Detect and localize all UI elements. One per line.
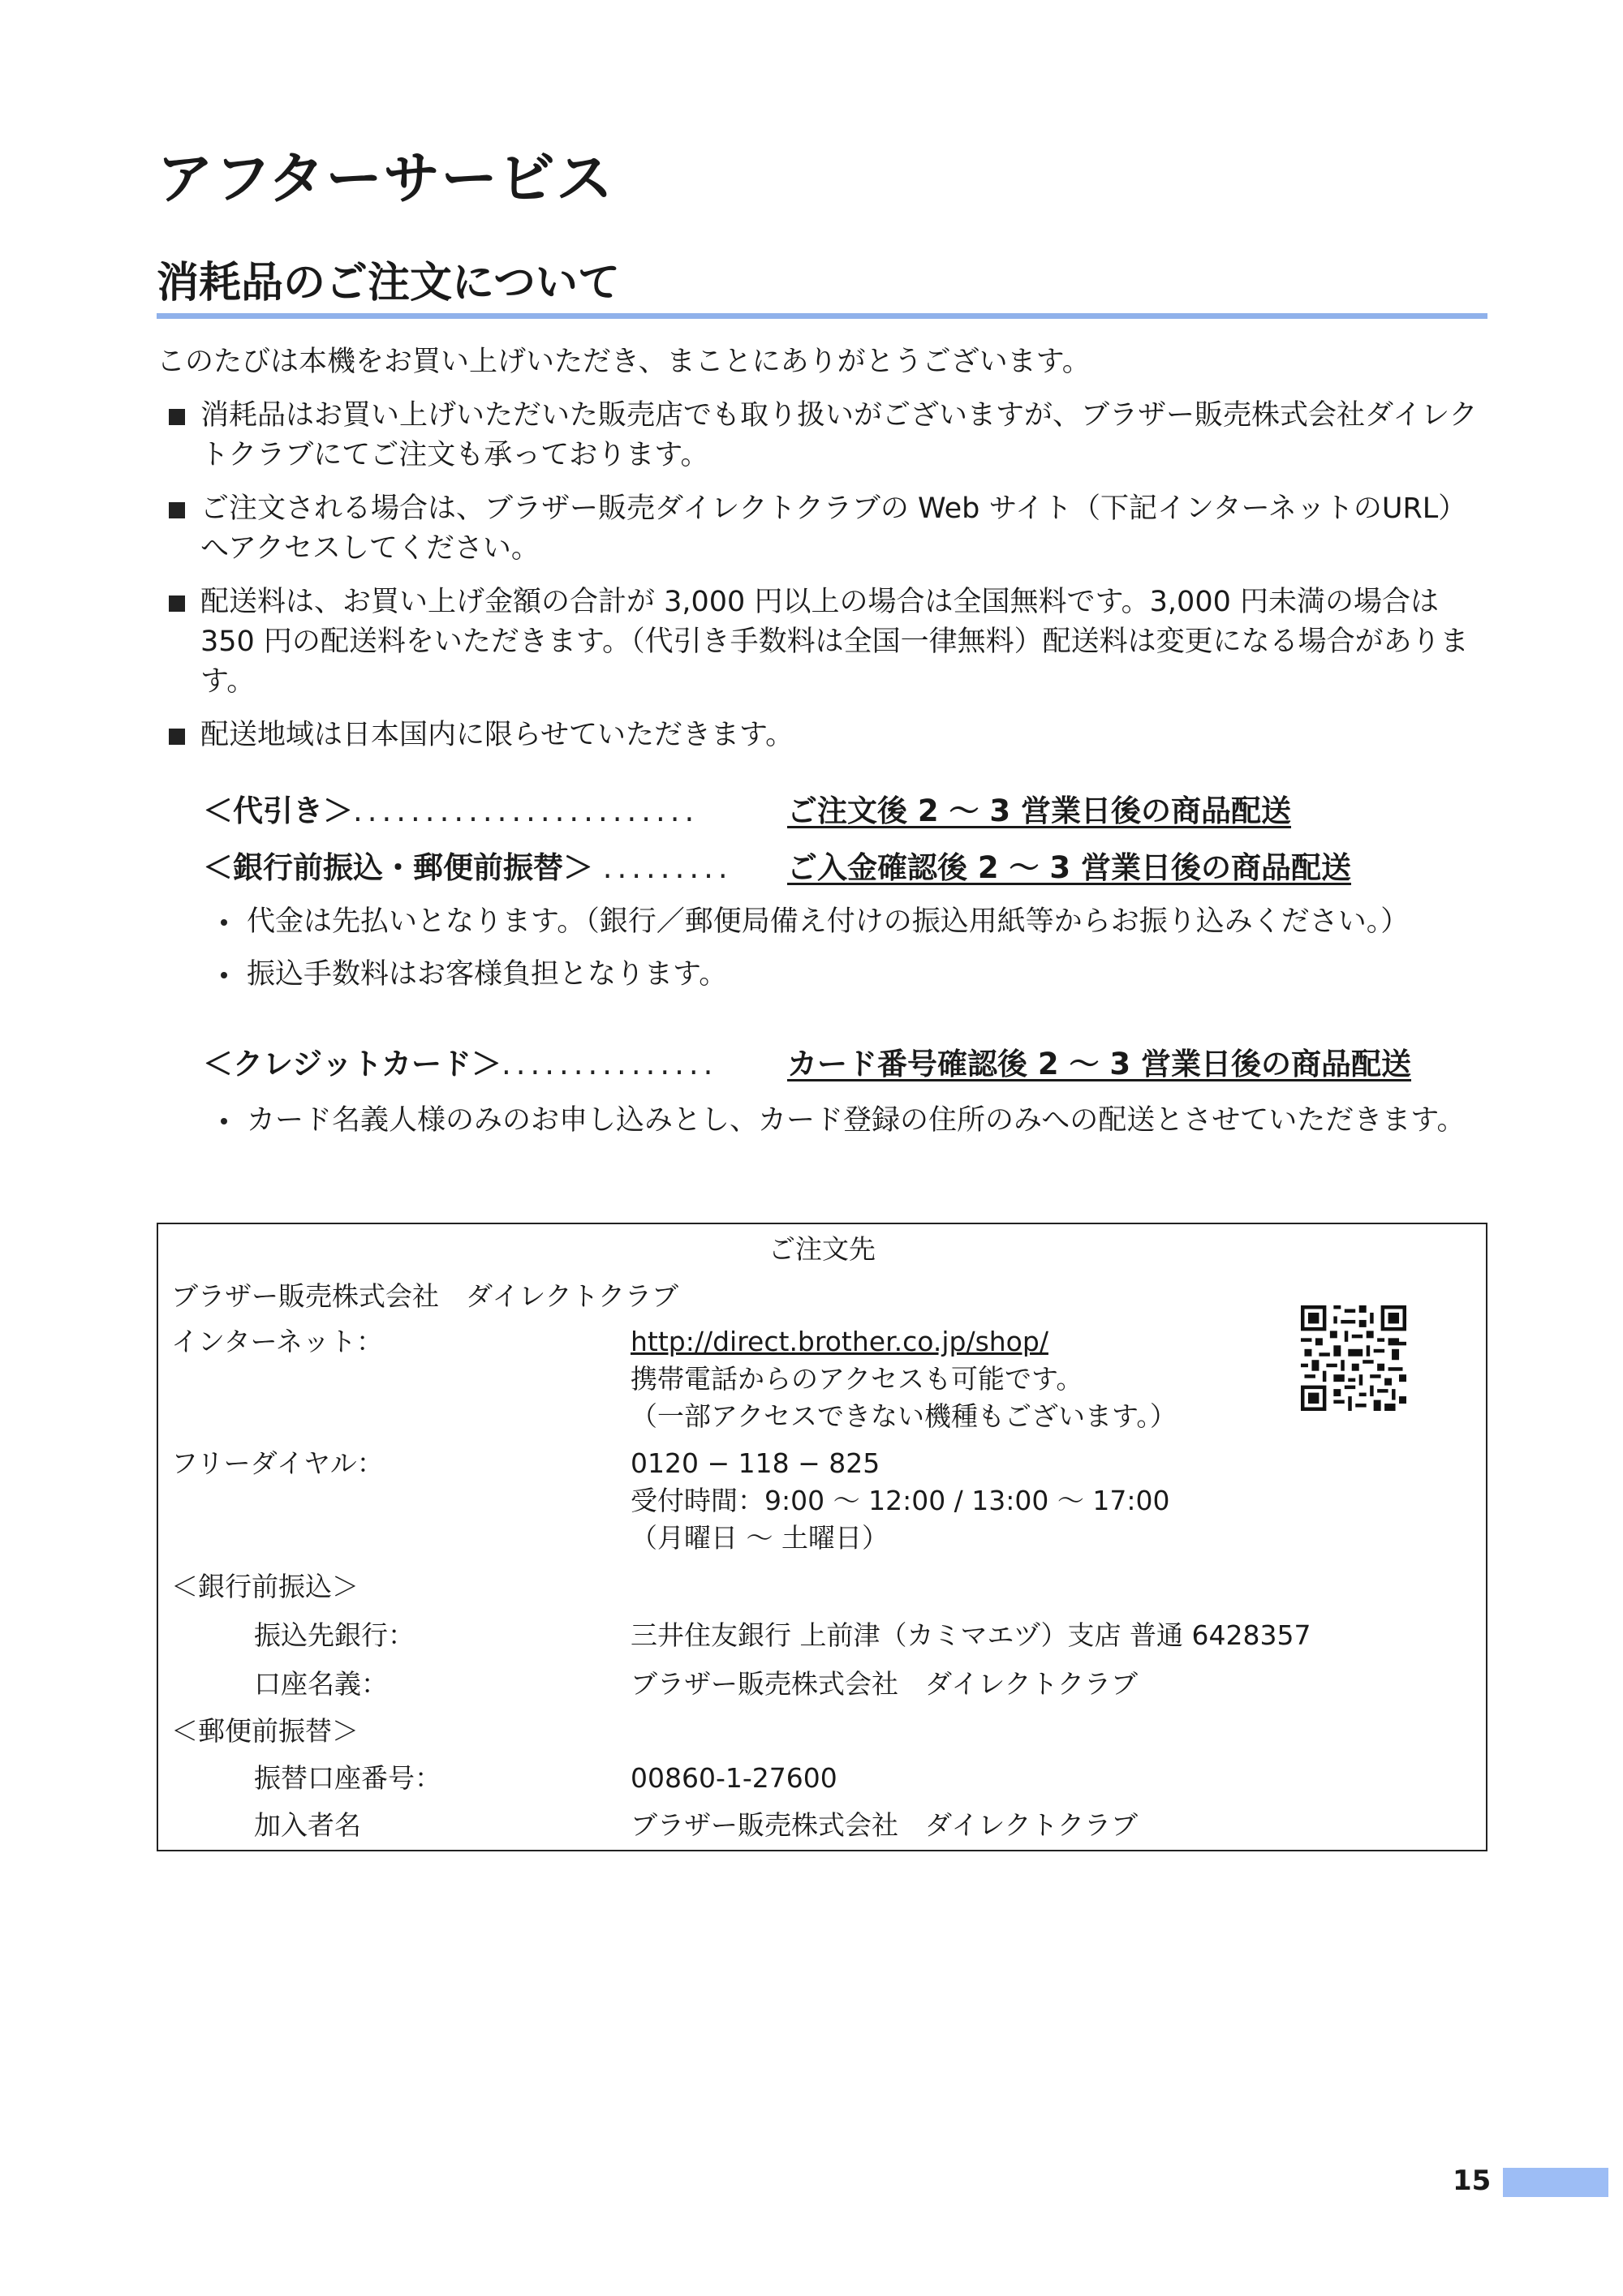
square-bullet-icon — [169, 595, 185, 612]
list-item: 代金は先払いとなります。（銀行／郵便局備え付けの振込用紙等からお振り込みください。） — [217, 902, 1467, 942]
section-divider — [157, 313, 1487, 319]
info-bullet-list — [157, 396, 1487, 769]
delivery-time-value: カード番号確認後 2 〜 3 営業日後の商品配送 — [787, 1047, 1412, 1081]
postal-holder-value: ブラザー販売株式会社 ダイレクトクラブ — [631, 1809, 1139, 1841]
internet-label: インターネット： — [171, 1326, 384, 1357]
list-item — [157, 396, 1487, 475]
delivery-row-cod — [203, 791, 1420, 832]
leader-dots: ......... — [602, 850, 733, 885]
bullet-text: 配送地域は日本国内に限らせていただきます。 — [200, 719, 794, 751]
freedial-days: （月曜日 〜 土曜日） — [631, 1522, 889, 1554]
postal-holder-label: 加入者名 — [254, 1809, 361, 1841]
page-number: 15 — [1453, 2165, 1492, 2197]
qr-code-icon — [1301, 1305, 1406, 1411]
bullet-text: 配送料は、お買い上げ金額の合計が 3,000 円以上の場合は全国無料です。3,000 円未満の場合は 350 円の配送料をいただきます。（代引き手数料は全国一律無料）配送料は変更になる場合があります。 — [200, 586, 1469, 698]
mobile-access-note: 携帯電話からのアクセスも可能です。 — [631, 1363, 1083, 1395]
bullet-text: ご注文される場合は、ブラザー販売ダイレクトクラブの Web サイト（下記インターネットのURL）へアクセスしてください。 — [200, 492, 1467, 565]
order-contact-box — [157, 1223, 1487, 1851]
leader-dots: ........................ — [353, 793, 700, 828]
postal-value: 00860-1-27600 — [631, 1762, 837, 1794]
page-tab-marker — [1503, 2168, 1608, 2197]
list-item: カード名義人様のみのお申し込みとし、カード登録の住所のみへの配送とさせていただきます。 — [217, 1101, 1467, 1141]
square-bullet-icon — [169, 502, 185, 518]
delivery-method-label: ＜銀行前振込・郵便前振替＞ — [203, 850, 593, 885]
list-item: 振込手数料はお客様負担となります。 — [217, 955, 1467, 995]
page-title: アフターサービス — [157, 145, 614, 212]
bank-value: 三井住友銀行 上前津（カミマエヅ）支店 普通 6428357 — [631, 1619, 1311, 1651]
freedial-label: フリーダイヤル： — [171, 1447, 384, 1479]
delivery-method-label: ＜代引き＞ — [203, 793, 353, 828]
postal-heading: ＜郵便前振替＞ — [171, 1715, 359, 1747]
list-item — [157, 489, 1487, 569]
list-item — [157, 583, 1487, 702]
list-item — [157, 716, 1487, 755]
shop-url-link[interactable]: http://direct.brother.co.jp/shop/ — [631, 1326, 1048, 1357]
company-name: ブラザー販売株式会社 ダイレクトクラブ — [171, 1280, 679, 1312]
bank-holder-value: ブラザー販売株式会社 ダイレクトクラブ — [631, 1668, 1139, 1700]
postal-label: 振替口座番号： — [254, 1762, 441, 1794]
delivery-row-card — [203, 1044, 1420, 1085]
bullet-text: 消耗品はお買い上げいただいた販売店でも取り扱いがございますが、ブラザー販売株式会社ダイレクトクラブにてご注文も承っております。 — [200, 399, 1478, 471]
bank-heading: ＜銀行前振込＞ — [171, 1571, 359, 1602]
bank-label: 振込先銀行： — [254, 1619, 415, 1651]
square-bullet-icon — [169, 729, 185, 745]
freedial-hours: 受付時間：9:00 〜 12:00 / 13:00 〜 17:00 — [631, 1485, 1170, 1516]
freedial-number: 0120 − 118 − 825 — [631, 1447, 880, 1479]
card-notes — [217, 1101, 1467, 1154]
intro-text: このたびは本機をお買い上げいただき、まことにありがとうございます。 — [157, 346, 1091, 378]
delivery-time-value: ご注文後 2 〜 3 営業日後の商品配送 — [787, 793, 1292, 828]
section-title: 消耗品のご注文について — [157, 259, 620, 307]
box-heading: ご注文先 — [768, 1233, 876, 1265]
delivery-row-prepay — [203, 848, 1420, 888]
square-bullet-icon — [169, 409, 185, 425]
delivery-time-value: ご入金確認後 2 〜 3 営業日後の商品配送 — [787, 850, 1352, 885]
leader-dots: ............... — [501, 1047, 718, 1081]
prepay-notes — [217, 902, 1467, 1008]
delivery-method-label: ＜クレジットカード＞ — [203, 1047, 502, 1081]
bank-holder-label: 口座名義： — [254, 1668, 388, 1700]
access-limit-note: （一部アクセスできない機種もございます。） — [631, 1400, 1177, 1432]
